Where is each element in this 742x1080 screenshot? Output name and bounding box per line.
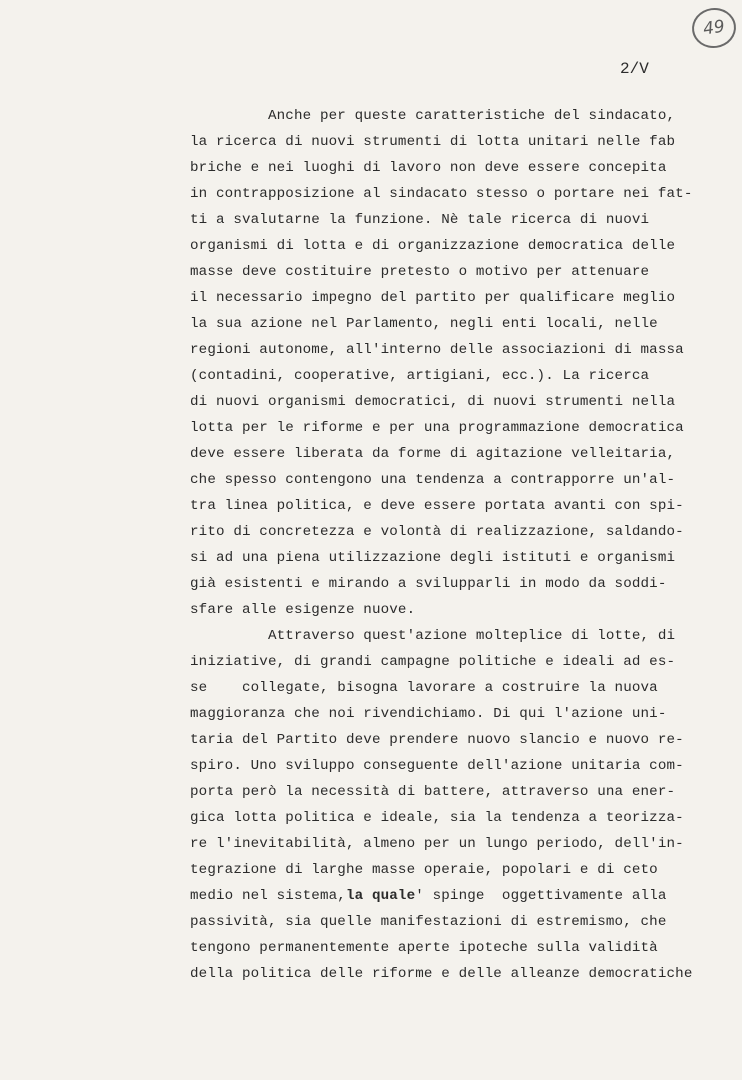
text-line: di nuovi organismi democratici, di nuovi strumenti nella bbox=[190, 394, 676, 410]
text-line: la sua azione nel Parlamento, negli enti locali, nelle bbox=[190, 316, 658, 332]
text-line: spiro. Uno sviluppo conseguente dell'azione unitaria com- bbox=[190, 758, 684, 774]
text-line: sfare alle esigenze nuove. bbox=[190, 602, 416, 618]
text-line: tegrazione di larghe masse operaie, popolari e di ceto bbox=[190, 862, 658, 878]
text-line: (contadini, cooperative, artigiani, ecc.). La ricerca bbox=[190, 368, 650, 384]
text-line: tra linea politica, e deve essere portata avanti con spi- bbox=[190, 498, 684, 514]
text-line: taria del Partito deve prendere nuovo slancio e nuovo re- bbox=[190, 732, 684, 748]
text-line: re l'inevitabilità, almeno per un lungo periodo, dell'in- bbox=[190, 836, 684, 852]
text-line: maggioranza che noi rivendichiamo. Di qui l'azione uni- bbox=[190, 706, 667, 722]
text-line: si ad una piena utilizzazione degli istituti e organismi bbox=[190, 550, 676, 566]
text-line: rito di concretezza e volontà di realizzazione, saldando- bbox=[190, 524, 684, 540]
text-line: gica lotta politica e ideale, sia la tendenza a teorizza- bbox=[190, 810, 684, 826]
text-line: deve essere liberata da forme di agitazione velleitaria, bbox=[190, 446, 676, 462]
text-line: la ricerca di nuovi strumenti di lotta unitari nelle fab bbox=[190, 134, 676, 150]
text-line: organismi di lotta e di organizzazione democratica delle bbox=[190, 238, 676, 254]
text-line: passività, sia quelle manifestazioni di estremismo, che bbox=[190, 914, 667, 930]
text-line: briche e nei luoghi di lavoro non deve essere concepita bbox=[190, 160, 667, 176]
line-segment: medio nel sistema, bbox=[190, 888, 346, 904]
text-line: porta però la necessità di battere, attraverso una ener- bbox=[190, 784, 676, 800]
text-line: che spesso contengono una tendenza a contrapporre un'al- bbox=[190, 472, 676, 488]
page-number: 2/V bbox=[620, 60, 649, 78]
text-line: il necessario impegno del partito per qualificare meglio bbox=[190, 290, 676, 306]
text-line: della politica delle riforme e delle alleanze democratiche bbox=[190, 966, 693, 982]
archive-number-stamp: 49 bbox=[689, 5, 738, 51]
typewritten-body bbox=[190, 103, 725, 987]
text-line: tengono permanentemente aperte ipoteche sulla validità bbox=[190, 940, 658, 956]
text-line: in contrapposizione al sindacato stesso o portare nei fat- bbox=[190, 186, 693, 202]
text-line: lotta per le riforme e per una programmazione democratica bbox=[190, 420, 684, 436]
text-line: Anche per queste caratteristiche del sindacato, bbox=[190, 108, 676, 124]
text-line: ti a svalutarne la funzione. Nè tale ricerca di nuovi bbox=[190, 212, 650, 228]
text-line: regioni autonome, all'interno delle associazioni di massa bbox=[190, 342, 684, 358]
bold-insertion: la quale bbox=[345, 888, 416, 904]
text-line: iniziative, di grandi campagne politiche e ideali ad es- bbox=[190, 654, 676, 670]
text-line: già esistenti e mirando a svilupparli in modo da soddi- bbox=[190, 576, 667, 592]
text-line-mixed bbox=[190, 883, 725, 909]
text-line: masse deve costituire pretesto o motivo per attenuare bbox=[190, 264, 650, 280]
text-line: se collegate, bisogna lavorare a costruire la nuova bbox=[190, 680, 658, 696]
text-line: Attraverso quest'azione molteplice di lotte, di bbox=[190, 628, 676, 644]
line-segment: ' spinge oggettivamente alla bbox=[415, 888, 667, 904]
